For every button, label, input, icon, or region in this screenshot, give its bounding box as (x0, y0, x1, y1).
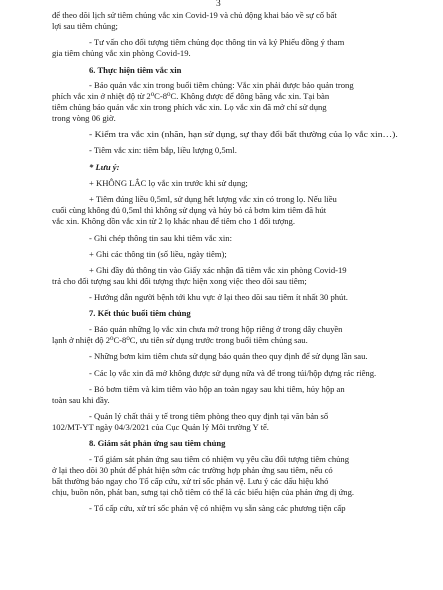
text-line: - Kiểm tra vắc xin (nhãn, hạn sử dụng, sự thay đổi bất thường của lọ vắc xin…). (89, 129, 398, 139)
text-line: cuối cùng không đủ 0,5ml thì không sử dụng và hủy bỏ cả bơm kim tiêm đã hút (52, 205, 327, 215)
text-line: - Tư vấn cho đối tượng tiêm chủng đọc thông tin và ký Phiếu đồng ý tham (89, 37, 345, 47)
text-line: - Tiêm vắc xin: tiêm bắp, liều lượng 0,5ml. (89, 145, 237, 155)
text-line: trả cho đối tượng sau khi đối tượng thực hiện xong việc theo dõi sau tiêm; (52, 276, 307, 286)
page-number: 3 (216, 0, 221, 9)
text-line: trong vòng 06 giờ. (52, 113, 116, 123)
text-line: - Ghi chép thông tin sau khi tiêm vắc xin: (89, 233, 232, 243)
section-heading: 8. Giám sát phản ứng sau tiêm chủng (89, 438, 226, 448)
section-heading: 7. Kết thúc buổi tiêm chủng (89, 308, 191, 318)
text-line: + Ghi đầy đủ thông tin vào Giấy xác nhận đã tiêm vắc xin phòng Covid-19 (89, 265, 347, 275)
section-heading: 6. Thực hiện tiêm vắc xin (89, 65, 182, 75)
text-line: - Bỏ bơm tiêm và kim tiêm vào hộp an toàn ngay sau khi tiêm, hủy hộp an (89, 384, 345, 394)
text-line: tiêm chủng bảo quản vắc xin trong phích vắc xin. Lọ vắc xin đã mở chỉ sử dụng (52, 102, 327, 112)
text-line: toàn sau khi đầy. (52, 395, 110, 405)
text-line: chịu, buồn nôn, phát ban, sưng tại chỗ tiêm có thể là các biểu hiện của phản ứng dị ứng. (52, 487, 355, 497)
text-line: - Tổ cấp cứu, xử trí sốc phản vệ có nhiệm vụ sẵn sàng các phương tiện cấp (89, 503, 346, 513)
text-line: + Tiêm đúng liều 0,5ml, sử dụng hết lượng vắc xin có trong lọ. Nếu liều (89, 194, 337, 204)
text-line: phích vắc xin ở nhiệt độ từ 2⁰C-8⁰C. Không được để đông băng vắc xin. Tại bàn (52, 91, 330, 101)
text-line: - Quản lý chất thải y tế trong tiêm phòng theo quy định tại văn bản số (89, 411, 329, 421)
text-line: - Hướng dẫn người bệnh tới khu vực ở lại theo dõi sau tiêm ít nhất 30 phút. (89, 292, 348, 302)
text-line: - Tổ giám sát phản ứng sau tiêm có nhiệm vụ yêu cầu đối tượng tiêm chủng (89, 454, 350, 464)
text-line: lạnh ở nhiệt độ 2⁰C-8⁰C, ưu tiên sử dụng trước trong buổi tiêm chủng sau. (52, 335, 308, 345)
text-line: - Những bơm kim tiêm chưa sử dụng bảo quản theo quy định để sử dụng lần sau. (89, 351, 368, 361)
text-line: ở lại theo dõi 30 phút để phát hiện sớm các trường hợp phản ứng sau tiêm, nếu có (52, 465, 333, 475)
text-line: - Bảo quản những lọ vắc xin chưa mở trong hộp riêng ở trong dây chuyền (89, 324, 343, 334)
text-line: vắc xin. Không dồn vắc xin từ 2 lọ khác nhau để tiêm cho 1 đối tượng. (52, 216, 295, 226)
text-line: - Bảo quản vắc xin trong buổi tiêm chủng: Vắc xin phải được bảo quản trong (89, 80, 354, 90)
text-line: - Các lọ vắc xin đã mở không được sử dụng nữa và để trong túi/hộp đựng rác riêng. (89, 368, 377, 378)
text-line: + Ghi các thông tin (số liều, ngày tiêm); (89, 249, 227, 259)
text-line: gia tiêm chủng vắc xin phòng Covid-19. (52, 48, 191, 58)
text-line: bất thường báo ngay cho Tổ cấp cứu, xử trí sốc phản vệ. Lưu ý các dấu hiệu khó (52, 476, 329, 486)
text-line: 102/MT-YT ngày 04/3/2021 của Cục Quản lý Môi trường Y tế. (52, 422, 269, 432)
section-heading: * Lưu ý: (89, 162, 120, 172)
text-line: + KHÔNG LẮC lọ vắc xin trước khi sử dụng; (89, 178, 248, 188)
text-line: để theo dõi lịch sử tiêm chủng vắc xin Covid-19 và chủ động khai báo về sự cố bất (52, 10, 337, 20)
text-line: lợi sau tiêm chủng; (52, 21, 118, 31)
